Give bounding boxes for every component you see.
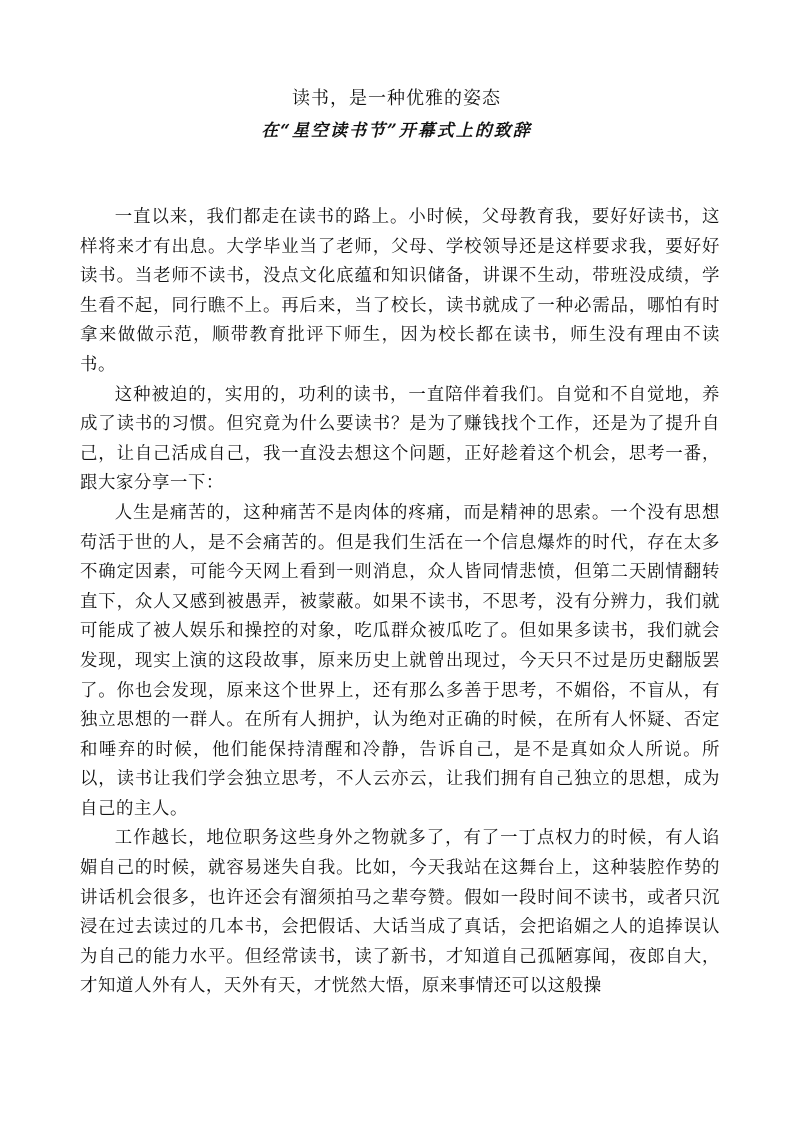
document-body <box>80 203 720 1002</box>
paragraph: 这种被迫的，实用的，功利的读书，一直陪伴着我们。自觉和不自觉地，养成了读书的习惯。但究竟为什么要读书？是为了赚钱找个工作，还是为了提升自己，让自己活成自己，我一直没去想这个问题，正好趁着这个机会，思考一番，跟大家分享一下： <box>80 384 720 494</box>
paragraph: 人生是痛苦的，这种痛苦不是肉体的疼痛，而是精神的思索。一个没有思想苟活于世的人，是不会痛苦的。但是我们生活在一个信息爆炸的时代，存在太多不确定因素，可能今天网上看到一则消息，众人皆同情悲愤，但第二天剧情翻转直下，众人又感到被愚弄，被蒙蔽。如果不读书，不思考，没有分辨力，我们就可能成了被人娱乐和操控的对象，吃瓜群众被瓜吃了。但如果多读书，我们就会发现，现实上演的这段故事，原来历史上就曾出现过，今天只不过是历史翻版罢了。你也会发现，原来这个世界上，还有那么多善于思考，不媚俗，不盲从，有独立思想的一群人。在所有人拥护，认为绝对正确的时候，在所有人怀疑、否定和唾弃的时候，他们能保持清醒和冷静，告诉自己，是不是真如众人所说。所以，读书让我们学会独立思考，不人云亦云，让我们拥有自己独立的思想，成为自己的主人。 <box>80 502 720 819</box>
paragraph: 工作越长，地位职务这些身外之物就多了，有了一丁点权力的时候，有人谄媚自己的时候，就容易迷失自我。比如，今天我站在这舞台上，这种装腔作势的讲话机会很多，也许还会有溜须拍马之辈夸赞。假如一段时间不读书，或者只沉浸在过去读过的几本书，会把假话、大话当成了真话，会把谄媚之人的追捧误认为自己的能力水平。但经常读书，读了新书，才知道自己孤陋寡闻，夜郎自大，才知道人外有人，天外有天，才恍然大悟，原来事情还可以这般操 <box>80 828 720 997</box>
document-title: 读书，是一种优雅的姿态 <box>292 88 501 109</box>
document-subtitle: 在“星空读书节”开幕式上的致辞 <box>261 121 532 141</box>
paragraph: 一直以来，我们都走在读书的路上。小时候，父母教育我，要好好读书，这样将来才有出息。大学毕业当了老师，父母、学校领导还是这样要求我，要好好读书。当老师不读书，没点文化底蕴和知识储备，讲课不生动，带班没成绩，学生看不起，同行瞧不上。再后来，当了校长，读书就成了一种必需品，哪怕有时拿来做做示范，顺带教育批评下师生，因为校长都在读书，师生没有理由不读书。 <box>80 207 720 375</box>
